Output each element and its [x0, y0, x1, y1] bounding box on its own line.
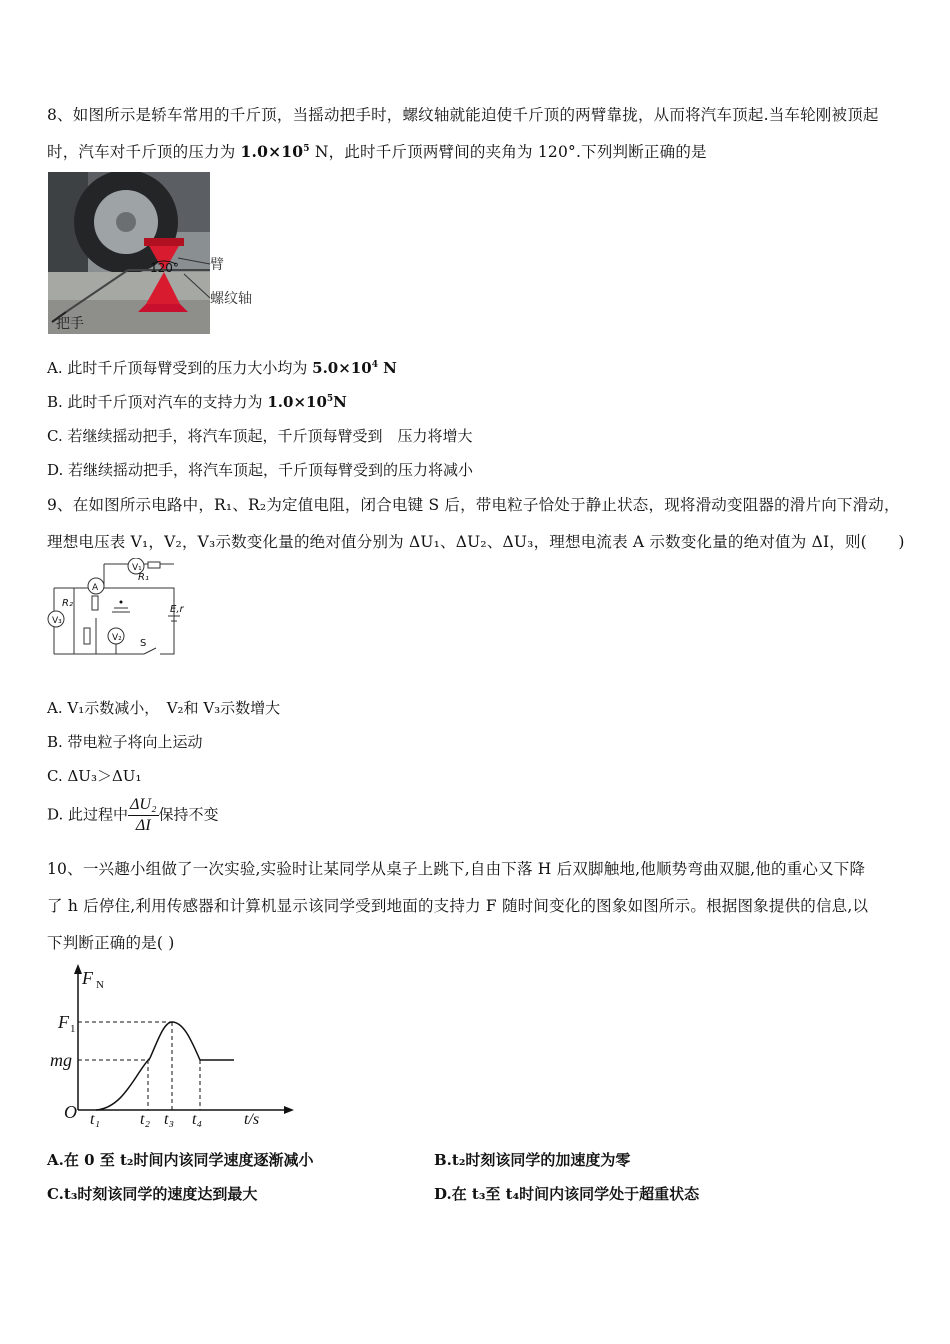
q8-stem-line1: 8、如图所示是轿车常用的千斤顶，当摇动把手时，螺纹轴就能迫使千斤顶的两臂靠拢，从而将汽车顶起.当车轮刚被顶起 — [47, 106, 879, 124]
circuit-diagram — [44, 558, 194, 660]
car-jack-photo — [48, 172, 262, 334]
graph-x-axis-label: t/s — [244, 1111, 260, 1128]
q8-option-a: A. 此时千斤顶每臂受到的压力大小均为 $5.0\times 10^4$ N — [47, 359, 397, 377]
q10-option-a: A.在 0 至 t₂时间内该同学速度逐渐减小 — [47, 1151, 314, 1169]
force-time-graph — [44, 962, 294, 1132]
q9-option-c: C. ΔU₃＞ΔU₁ — [47, 767, 142, 785]
jack-angle-label: 120° — [150, 261, 179, 275]
circuit-switch-label: S — [140, 638, 147, 649]
circuit-r1-label: R₁ — [138, 572, 149, 583]
q8-option-d: D. 若继续摇动把手，将汽车顶起，千斤顶每臂受到的压力将减小 — [47, 461, 474, 479]
graph-y-axis-sub: N — [96, 979, 104, 991]
force-curve — [96, 1022, 234, 1110]
q8-stem-line2: 时，汽车对千斤顶的压力为 $1.0\times 10^5$ N，此时千斤顶两臂间的夹角为 120°.下列判断正确的是 — [47, 142, 707, 161]
graph-tick-t2: t₂ — [140, 1111, 151, 1128]
q9-option-d: D. 此过程中 $\frac{\text{ΔU₂}}{\Delta I}$ 保持不变 — [47, 796, 219, 834]
circuit-ammeter-label: A — [92, 583, 99, 593]
q9-stem-line2: 理想电压表 V₁，V₂，V₃示数变化量的绝对值分别为 ΔU₁、ΔU₂、ΔU₃，理想电流表 A 示数变化量的绝对值为 ΔI，则( ) — [47, 533, 905, 551]
q10-stem-line1: 10、一兴趣小组做了一次实验,实验时让某同学从桌子上跳下,自由下落 H 后双脚触地,他顺势弯曲双腿,他的重心又下降 — [47, 860, 866, 878]
q8-option-b: B. 此时千斤顶对汽车的支持力为 $1.0\times 10^5N$ — [47, 393, 347, 411]
jack-screw-label: 螺纹轴 — [210, 291, 252, 307]
graph-origin-label: O — [64, 1102, 77, 1122]
circuit-source-label: E,r — [170, 604, 184, 615]
circuit-v1-label: V₃ — [52, 616, 62, 626]
q10-option-b: B.t₂时刻该同学的加速度为零 — [434, 1151, 631, 1169]
graph-mg-label: mg — [50, 1050, 72, 1070]
q8-option-c: C. 若继续摇动把手，将汽车顶起，千斤顶每臂受到 压力将增大 — [47, 427, 473, 445]
graph-y-axis-label: F — [82, 968, 93, 988]
q10-option-c: C.t₃时刻该同学的速度达到最大 — [47, 1185, 258, 1203]
circuit-v3-label: V₂ — [112, 633, 122, 643]
q10-option-d: D.在 t₃至 t₄时间内该同学处于超重状态 — [434, 1185, 700, 1203]
jack-handle-label: 把手 — [56, 316, 84, 332]
q9-stem-line1: 9、在如图所示电路中，R₁、R₂为定值电阻，闭合电键 S 后，带电粒子恰处于静止状态，现将滑动变阻器的滑片向下滑动， — [47, 496, 900, 514]
q10-stem-line2: 了 h 后停住,利用传感器和计算机显示该同学受到地面的支持力 F 随时间变化的图象如图所示。根据图象提供的信息,以 — [47, 897, 869, 915]
graph-tick-t1: t₁ — [90, 1111, 101, 1128]
jack-arm-label: 臂 — [210, 257, 224, 273]
circuit-r2-label: R₂ — [62, 598, 73, 609]
graph-f1-sub: 1 — [70, 1023, 76, 1035]
circuit-v2-label: V₁ — [132, 563, 142, 573]
q9-option-a: A. V₁示数减小， V₂和 V₃示数增大 — [47, 699, 281, 717]
graph-tick-t3: t₃ — [164, 1111, 175, 1128]
graph-f1-label: F — [58, 1012, 69, 1032]
q10-stem-line3: 下判断正确的是( ) — [47, 934, 175, 952]
q9-option-b: B. 带电粒子将向上运动 — [47, 733, 203, 751]
graph-tick-t4: t₄ — [192, 1111, 203, 1128]
